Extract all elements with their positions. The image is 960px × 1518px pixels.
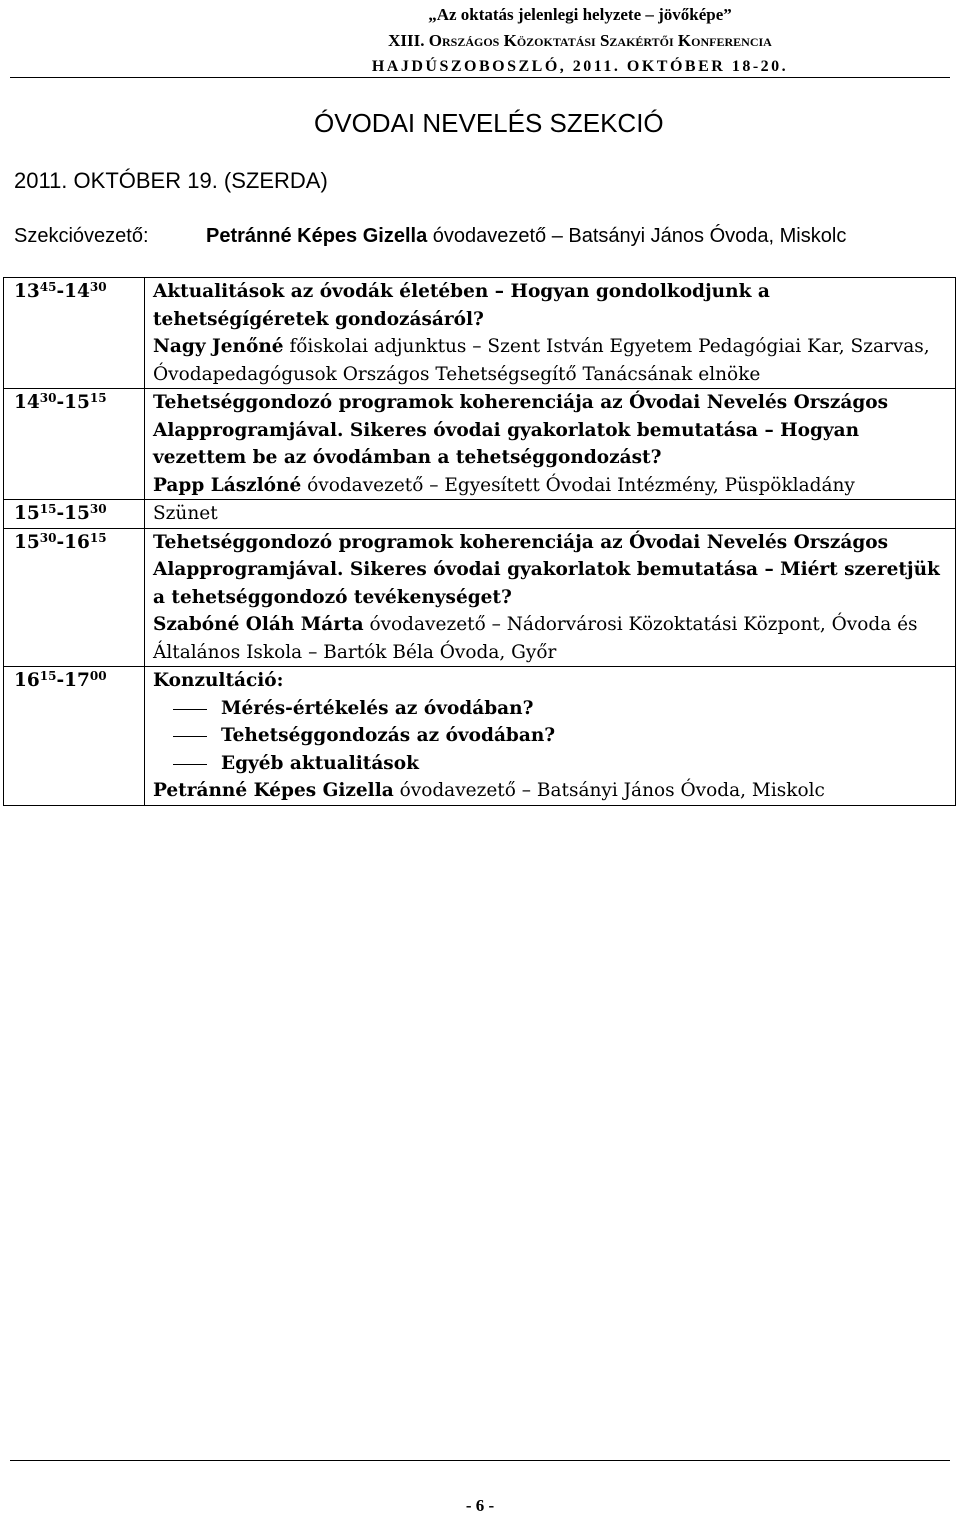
speaker-affiliation: óvodavezető – Batsányi János Óvoda, Miskolc <box>393 780 825 801</box>
program-row <box>4 528 956 667</box>
consultation-title: Konzultáció: <box>153 670 284 691</box>
speaker-line <box>153 777 949 805</box>
program-row <box>4 500 956 529</box>
speaker-line <box>153 333 949 388</box>
speaker-name: Papp Lászlóné <box>153 474 302 496</box>
time-slot: $13^{45}-14^{30}$ <box>4 278 145 389</box>
section-leader-info: óvodavezető – Batsányi János Óvoda, Miskolc <box>427 225 847 247</box>
program-details <box>145 278 956 389</box>
conference-motto: „Az oktatás jelenlegi helyzete – jövőképe” <box>428 5 732 24</box>
consultation-topic: Tehetséggondozás az óvodában? <box>153 722 949 750</box>
consultation-topic: Mérés-értékelés az óvodában? <box>153 695 949 723</box>
page-header <box>220 2 940 80</box>
section-leader-label: Szekcióvezető: <box>14 225 149 247</box>
program-row <box>4 389 956 500</box>
page-number: - 6 - <box>465 1496 495 1515</box>
consultation-topic: Egyéb aktualitások <box>153 750 949 778</box>
section-leader-name: Petránné Képes Gizella <box>206 225 428 247</box>
conference-name: XIII. Országos Közoktatási Szakértői Konferencia <box>388 31 772 50</box>
speaker-affiliation: óvodavezető – Nádorvárosi Közoktatási Központ, Óvoda és Általános Iskola – Bartók Béla Óvoda, Győr <box>153 614 918 663</box>
speaker-name: Szabóné Oláh Márta <box>153 614 364 635</box>
section-title: ÓVODAI NEVELÉS SZEKCIÓ <box>314 108 664 138</box>
program-details <box>145 389 956 500</box>
speaker-affiliation: óvodavezető – Egyesített Óvodai Intézmény, Püspökladány <box>301 474 855 496</box>
footer-divider <box>10 1460 950 1461</box>
talk-title: Tehetséggondozó programok koherenciája az Óvodai Nevelés Országos Alapprogramjával. Sikeres óvodai gyakorlatok bemutatása – Miért szeretjük a tehetséggondozó tevékenységet? <box>153 531 940 608</box>
program-details <box>145 667 956 806</box>
time-slot: $14^{30}-15^{15}$ <box>4 389 145 500</box>
talk-title: Aktualitások az óvodák életében – Hogyan gondolkodjunk a tehetségígéretek gondozásáról? <box>153 281 770 330</box>
program-table <box>3 277 956 806</box>
program-row <box>4 278 956 389</box>
speaker-name: Petránné Képes Gizella <box>153 780 394 801</box>
header-divider <box>10 77 950 78</box>
program-details <box>145 528 956 667</box>
speaker-name: Nagy Jenőné <box>153 336 284 357</box>
speaker-line <box>153 611 949 666</box>
time-slot: $15^{30}-16^{15}$ <box>4 528 145 667</box>
time-slot: $16^{15}-17^{00}$ <box>4 667 145 806</box>
section-leader <box>206 225 846 248</box>
speaker-line <box>153 472 949 500</box>
talk-title: Tehetséggondozó programok koherenciája az Óvodai Nevelés Országos Alapprogramjával. Sikeres óvodai gyakorlatok bemutatása – Hogyan vezettem be az óvodámban a tehetséggondozást? <box>153 392 889 468</box>
break-label: Szünet <box>153 503 218 524</box>
time-slot: $15^{15}-15^{30}$ <box>4 500 145 529</box>
program-details <box>145 500 956 529</box>
conference-location-date: HAJDÚSZOBOSZLÓ, 2011. OKTÓBER 18-20. <box>371 58 789 75</box>
session-date: 2011. OKTÓBER 19. (SZERDA) <box>14 168 328 193</box>
program-row <box>4 667 956 806</box>
speaker-affiliation: főiskolai adjunktus – Szent István Egyetem Pedagógiai Kar, Szarvas, Óvodapedagógusok Országos Tehetségsegítő Tanácsának elnöke <box>153 336 930 385</box>
